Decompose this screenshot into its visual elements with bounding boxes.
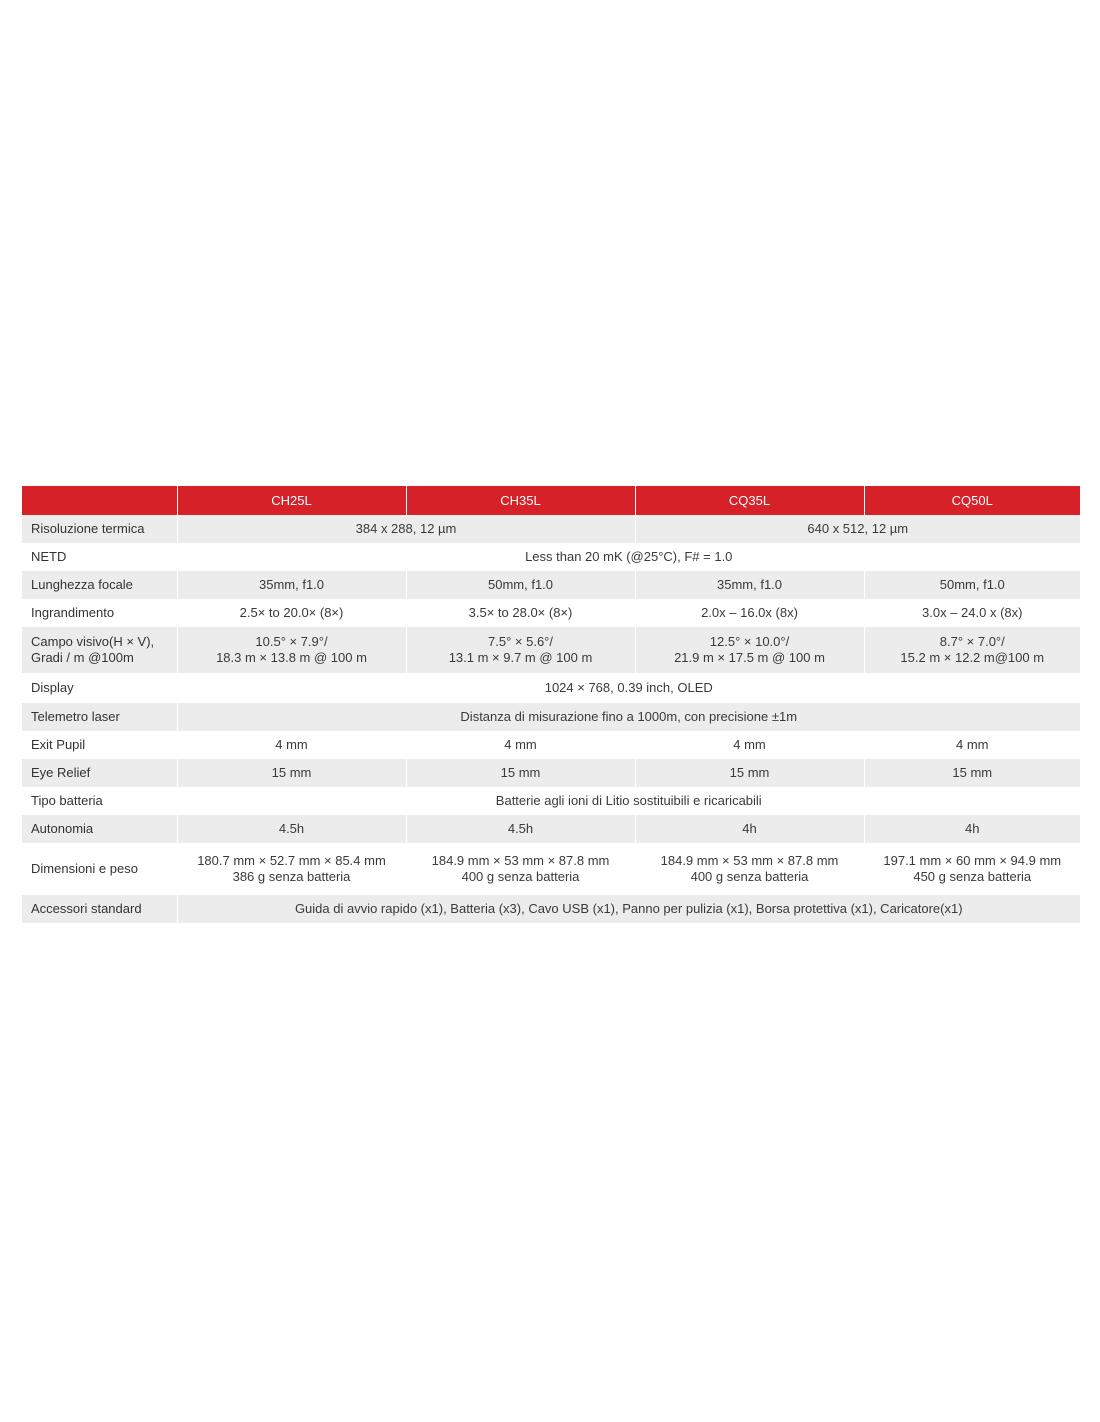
- table-cell: 50mm, f1.0: [406, 571, 635, 599]
- table-cell: 1024 × 768, 0.39 inch, OLED: [177, 673, 1080, 703]
- table-cell: 2.0x – 16.0x (8x): [635, 599, 864, 627]
- table-cell: 15 mm: [177, 759, 406, 787]
- cell-line: 180.7 mm × 52.7 mm × 85.4 mm: [197, 853, 386, 868]
- table-cell: 4h: [635, 815, 864, 843]
- table-cell: [864, 843, 1080, 895]
- cell-line: 184.9 mm × 53 mm × 87.8 mm: [660, 853, 839, 868]
- table-cell: [635, 627, 864, 673]
- table-cell: 4 mm: [864, 731, 1080, 759]
- table-cell: Distanza di misurazione fino a 1000m, con precisione ±1m: [177, 703, 1080, 731]
- table-cell: Guida di avvio rapido (x1), Batteria (x3), Cavo USB (x1), Panno per pulizia (x1), Borsa protettiva (x1), Caricatore(x1): [177, 895, 1080, 923]
- table-row: [22, 787, 1080, 815]
- table-cell: 3.5× to 28.0× (8×): [406, 599, 635, 627]
- cell-line: 18.3 m × 13.8 m @ 100 m: [216, 650, 367, 665]
- cell-line: 197.1 mm × 60 mm × 94.9 mm: [883, 853, 1062, 868]
- table-cell: 15 mm: [406, 759, 635, 787]
- table-cell: Batterie agli ioni di Litio sostituibili e ricaricabili: [177, 787, 1080, 815]
- table-row: [22, 673, 1080, 703]
- cell-line: 450 g senza batteria: [913, 869, 1032, 884]
- table-cell: 384 x 288, 12 µm: [177, 515, 635, 543]
- row-label-line: Campo visivo(H × V),: [31, 634, 155, 649]
- table-cell: 15 mm: [864, 759, 1080, 787]
- table-cell: [406, 627, 635, 673]
- cell-line: 15.2 m × 12.2 m@100 m: [900, 650, 1045, 665]
- row-label: Accessori standard: [22, 895, 177, 923]
- cell-line: 21.9 m × 17.5 m @ 100 m: [674, 650, 825, 665]
- table-cell: Less than 20 mK (@25°C), F# = 1.0: [177, 543, 1080, 571]
- table-row: [22, 895, 1080, 923]
- table-row: [22, 627, 1080, 673]
- table-cell: [177, 627, 406, 673]
- table-cell: 35mm, f1.0: [177, 571, 406, 599]
- cell-line: 13.1 m × 9.7 m @ 100 m: [448, 650, 593, 665]
- header-corner: [22, 486, 177, 515]
- table-cell: [864, 627, 1080, 673]
- table-cell: 4h: [864, 815, 1080, 843]
- row-label: Display: [22, 673, 177, 703]
- table-cell: 2.5× to 20.0× (8×): [177, 599, 406, 627]
- cell-line: 400 g senza batteria: [461, 869, 580, 884]
- row-label: NETD: [22, 543, 177, 571]
- table-row: [22, 815, 1080, 843]
- row-label: Telemetro laser: [22, 703, 177, 731]
- cell-line: 184.9 mm × 53 mm × 87.8 mm: [431, 853, 610, 868]
- column-header: CQ50L: [864, 486, 1080, 515]
- table-cell: [635, 843, 864, 895]
- table-cell: 4 mm: [177, 731, 406, 759]
- row-label: Autonomia: [22, 815, 177, 843]
- table-cell: 4 mm: [635, 731, 864, 759]
- row-label: Ingrandimento: [22, 599, 177, 627]
- cell-line: 10.5° × 7.9°/: [255, 634, 328, 649]
- table-row: [22, 599, 1080, 627]
- column-header: CQ35L: [635, 486, 864, 515]
- table-row: [22, 759, 1080, 787]
- table-cell: [177, 843, 406, 895]
- row-label: Tipo batteria: [22, 787, 177, 815]
- table-cell: 640 x 512, 12 µm: [635, 515, 1080, 543]
- cell-line: 400 g senza batteria: [690, 869, 809, 884]
- cell-line: 8.7° × 7.0°/: [939, 634, 1005, 649]
- table-row: [22, 571, 1080, 599]
- table-cell: 35mm, f1.0: [635, 571, 864, 599]
- table-row: [22, 515, 1080, 543]
- table-row: [22, 543, 1080, 571]
- column-header: CH35L: [406, 486, 635, 515]
- row-label: Eye Relief: [22, 759, 177, 787]
- cell-line: 7.5° × 5.6°/: [488, 634, 553, 649]
- table-cell: [406, 843, 635, 895]
- table-cell: 50mm, f1.0: [864, 571, 1080, 599]
- table-cell: 3.0x – 24.0 x (8x): [864, 599, 1080, 627]
- column-header: CH25L: [177, 486, 406, 515]
- spec-table: [22, 486, 1080, 923]
- cell-line: 12.5° × 10.0°/: [709, 634, 790, 649]
- row-label: Lunghezza focale: [22, 571, 177, 599]
- table-row: [22, 731, 1080, 759]
- header-row: [22, 486, 1080, 515]
- table-cell: 15 mm: [635, 759, 864, 787]
- table-cell: 4 mm: [406, 731, 635, 759]
- cell-line: 386 g senza batteria: [232, 869, 351, 884]
- row-label: Risoluzione termica: [22, 515, 177, 543]
- row-label: Dimensioni e peso: [22, 843, 177, 895]
- table-cell: 4.5h: [177, 815, 406, 843]
- row-label: [22, 627, 177, 673]
- table-row: [22, 843, 1080, 895]
- row-label: Exit Pupil: [22, 731, 177, 759]
- table-row: [22, 703, 1080, 731]
- table-cell: 4.5h: [406, 815, 635, 843]
- row-label-line: Gradi / m @100m: [31, 650, 134, 665]
